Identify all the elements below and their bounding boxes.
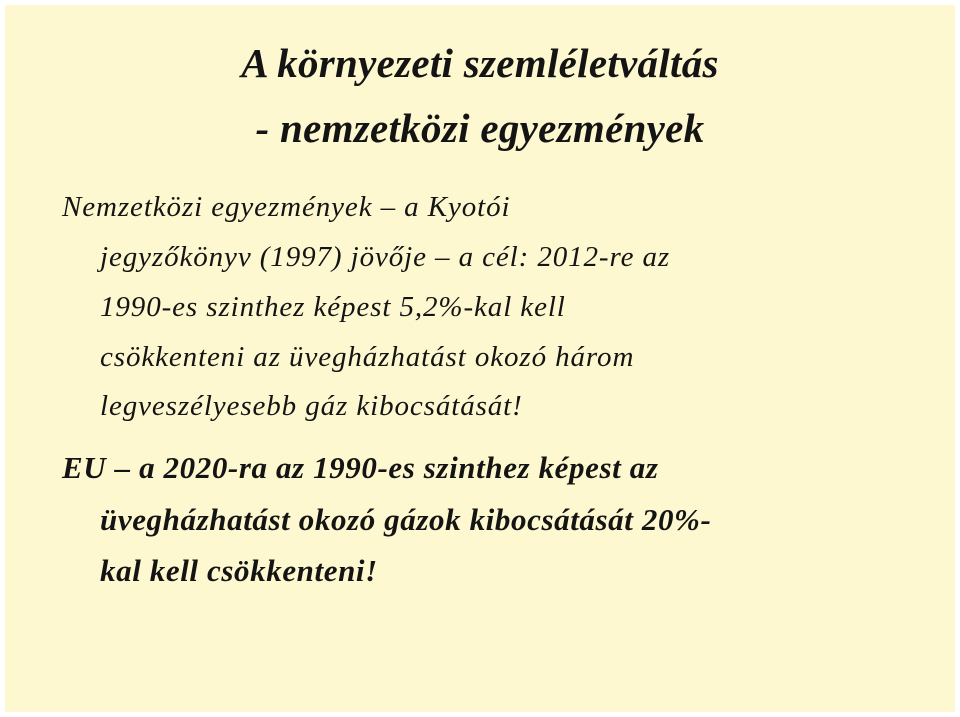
slide	[5, 5, 955, 712]
slide-title-line-1: A környezeti szemléletváltás	[241, 40, 719, 86]
paragraph-eu-line-2: üvegházhatást okozó gázok kibocsátását 20%-	[100, 502, 712, 537]
paragraph-kyoto-line-4: csökkenteni az üvegházhatást okozó három	[100, 341, 635, 373]
paragraph-eu-line-1: EU – a 2020-ra az 1990-es szinthez képest az	[62, 450, 659, 485]
paragraph-kyoto-line-2: jegyzőkönyv (1997) jövője – a cél: 2012-re az	[100, 241, 671, 273]
paragraph-eu-line-3: kal kell csökkenteni!	[100, 553, 378, 588]
paragraph-kyoto-line-1: Nemzetközi egyezmények – a Kyotói	[62, 191, 511, 223]
paragraph-kyoto-line-5: legveszélyesebb gáz kibocsátását!	[100, 390, 523, 422]
paragraph-kyoto-line-3: 1990-es szinthez képest 5,2%-kal kell	[100, 291, 566, 323]
slide-title-line-2: - nemzetközi egyezmények	[255, 105, 705, 151]
